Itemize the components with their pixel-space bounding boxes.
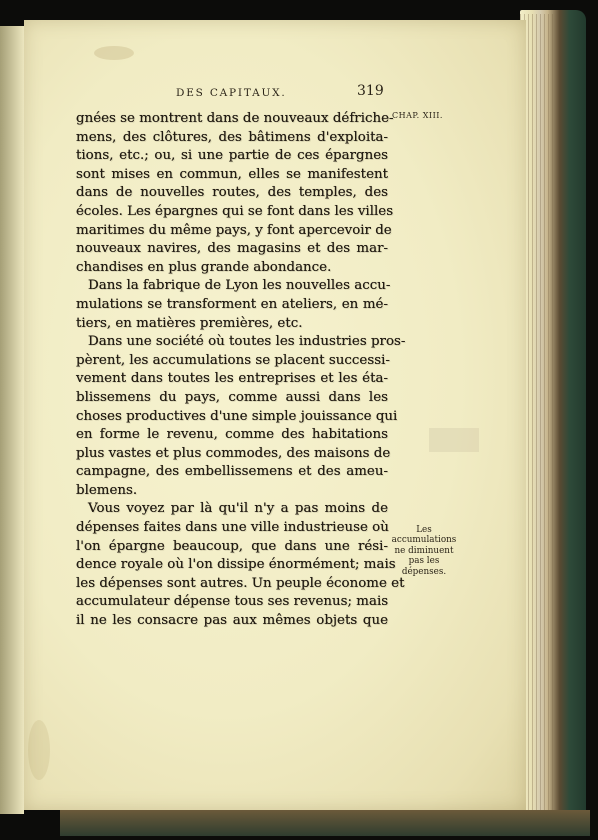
text-line: tions, etc.; ou, si une partie de ces épargnes xyxy=(76,148,388,164)
text-line: plus vastes et plus commodes, des maisons de xyxy=(76,445,391,461)
body-text xyxy=(76,110,406,631)
running-title: DES CAPITAUX. xyxy=(176,87,287,99)
text-line: dépenses faites dans une ville industrieuse où xyxy=(76,520,389,536)
text-line: il ne les consacre pas aux mêmes objets que xyxy=(76,613,388,629)
text-line: blissemens du pays, comme aussi dans les xyxy=(76,389,388,405)
text-line: mens, des clôtures, des bâtimens d'exploita- xyxy=(76,129,388,145)
text-line: Dans une société où toutes les industries pros- xyxy=(88,334,406,350)
margin-note-line: ne diminuent xyxy=(394,545,454,556)
margin-note-line: pas les xyxy=(408,556,440,567)
text-line: tiers, en matières premières, etc. xyxy=(76,315,303,331)
chapter-mark: CHAP. XIII. xyxy=(392,111,443,120)
margin-note xyxy=(388,525,460,577)
text-line: dans de nouvelles routes, des temples, des xyxy=(76,185,388,201)
text-line: blemens. xyxy=(76,482,138,498)
show-through xyxy=(429,428,479,452)
text-line: gnées se montrent dans de nouveaux défriche- xyxy=(76,111,394,126)
page-edges xyxy=(520,14,560,824)
text-line: mulations se transforment en ateliers, en mé- xyxy=(76,296,388,312)
text-line: Dans la fabrique de Lyon les nouvelles accu- xyxy=(88,278,391,294)
text-line: pèrent, les accumulations se placent successi- xyxy=(76,352,390,368)
text-line: Vous voyez par là qu'il n'y a pas moins de xyxy=(88,501,388,517)
foxing-stain xyxy=(28,720,50,780)
text-line: choses productives d'une simple jouissance qui xyxy=(76,408,398,424)
text-line: nouveaux navires, des magasins et des mar- xyxy=(76,241,388,257)
text-line: en forme le revenu, comme des habitations xyxy=(76,427,388,443)
text-line: sont mises en commun, elles se manifestent xyxy=(76,166,388,182)
text-line: les dépenses sont autres. Un peuple économe et xyxy=(76,575,405,591)
cover-board xyxy=(60,810,590,836)
text-line: maritimes du même pays, y font apercevoir de xyxy=(76,222,392,238)
text-line: campagne, des embellissemens et des ameu- xyxy=(76,464,388,480)
text-line: dence royale où l'on dissipe énormément; mais xyxy=(76,557,396,573)
text-line: l'on épargne beaucoup, que dans une rési- xyxy=(76,538,388,554)
text-line: chandises en plus grande abondance. xyxy=(76,259,332,275)
margin-note-line: accumulations xyxy=(391,535,457,546)
text-line: vement dans toutes les entreprises et les éta- xyxy=(76,371,388,387)
foxing-stain xyxy=(94,46,134,60)
text-line: accumulateur dépense tous ses revenus; mais xyxy=(76,594,389,610)
page-number: 319 xyxy=(357,83,384,99)
text-line: écoles. Les épargnes qui se font dans les villes xyxy=(76,203,394,219)
margin-note-line: Les xyxy=(416,525,432,535)
facing-page-edge xyxy=(0,26,24,814)
margin-note-line: dépenses. xyxy=(401,566,447,577)
